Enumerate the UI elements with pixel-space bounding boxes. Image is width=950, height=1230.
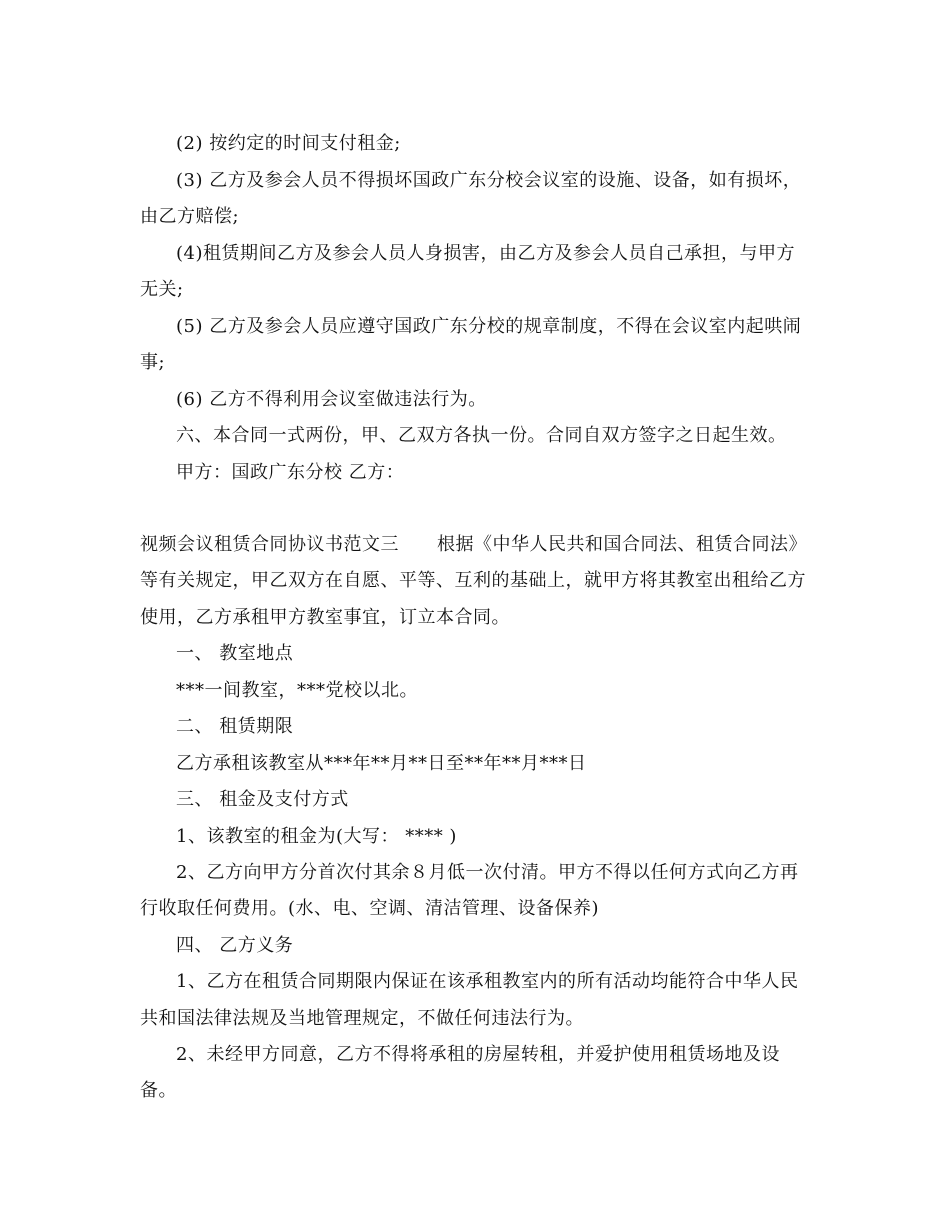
obligation-1-line-1: 1、乙方在租赁合同期限内保证在该承租教室内的所有活动均能符合中华人民: [176, 971, 799, 992]
clause-5-line-1: (5) 乙方及参会人员应遵守国政广东分校的规章制度，不得在会议室内起哄闹: [176, 316, 802, 337]
obligation-1-line-2: 共和国法律法规及当地管理规定，不做任何违法行为。: [140, 1008, 584, 1029]
clause-3-line-2: 由乙方赔偿;: [140, 206, 240, 227]
document-title: 视频会议租赁合同协议书范文三: [140, 534, 399, 555]
rent-item-2-line-2: 行收取任何费用。(水、电、空调、清洁管理、设备保养): [140, 898, 600, 919]
heading-rent: 三、 租金及支付方式: [176, 789, 349, 810]
section-heading-line: [140, 534, 807, 556]
clause-5-line-2: 事;: [140, 352, 166, 373]
intro-text-start: 根据《中华人民共和国合同法、租赁合同法》: [437, 534, 807, 555]
location-text: ***一间教室，***党校以北。: [176, 680, 418, 701]
clause-4-line-2: 无关;: [140, 279, 184, 300]
section-six-line: 六、本合同一式两份，甲、乙双方各执一份。合同自双方签字之日起生效。: [176, 425, 787, 446]
obligation-2-line-1: 2、未经甲方同意，乙方不得将承租的房屋转租，并爱护使用租赁场地及设: [176, 1044, 780, 1065]
rent-item-2-line-1: 2、乙方向甲方分首次付其余８月低一次付清。甲方不得以任何方式向乙方再: [176, 862, 799, 883]
term-text: 乙方承租该教室从***年**月**日至**年**月***日: [176, 753, 587, 774]
intro-line-3: 使用，乙方承租甲方教室事宜，订立本合同。: [140, 607, 510, 628]
obligation-2-line-2: 备。: [140, 1080, 177, 1101]
intro-line-2: 等有关规定，甲乙双方在自愿、平等、互利的基础上，就甲方将其教室出租给乙方: [140, 570, 806, 591]
rent-item-1: 1、该教室的租金为(大写： **** ): [176, 826, 457, 847]
clause-3-line-1: (3) 乙方及参会人员不得损坏国政广东分校会议室的设施、设备，如有损坏，: [176, 170, 802, 191]
heading-term: 二、 租赁期限: [176, 716, 294, 737]
clause-2-line: (2) 按约定的时间支付租金;: [176, 133, 401, 154]
clause-4-line-1: (4)租赁期间乙方及参会人员人身损害，由乙方及参会人员自己承担，与甲方: [176, 243, 795, 264]
clause-6-line: (6) 乙方不得利用会议室做违法行为。: [176, 389, 487, 410]
heading-location: 一、 教室地点: [176, 643, 294, 664]
heading-obligations: 四、 乙方义务: [176, 935, 294, 956]
signature-line: 甲方：国政广东分校 乙方：: [176, 462, 405, 483]
